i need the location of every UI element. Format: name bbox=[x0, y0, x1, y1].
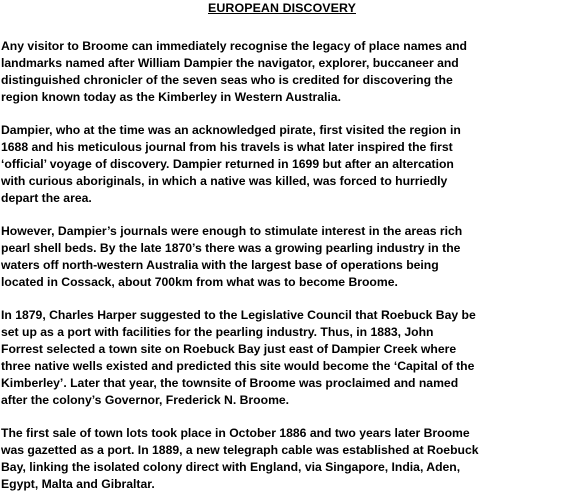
paragraph-pearling-industry: However, Dampier’s journals were enough to stimulate interest in the areas rich pearl shell beds. By the late 1870’s there was a growing pearling industry in the waters off north-western Australia with the largest base of operations being located in Cossack, about 700km from what was to become Broome. bbox=[1, 224, 463, 289]
document-title: EUROPEAN DISCOVERY bbox=[208, 1, 356, 15]
paragraph-port-founding: In 1879, Charles Harper suggested to the Legislative Council that Roebuck Bay be set up as a port with facilities for the pearling industry. Thus, in 1883, John Forrest selected a town site on Roebuck Bay just east of Dampier Creek where three native wells existed and predicted this site would become the ‘Capital of the Kimberley’. Later that year, the townsite of Broome was proclaimed and named after the colony’s Governor, Frederick N. Broome. bbox=[1, 308, 476, 407]
paragraph-telegraph-cable: The first sale of town lots took place in October 1886 and two years later Broome was gazetted as a port. In 1889, a new telegraph cable was established at Roebuck Bay, linking the isolated colony direct with England, via Singapore, India, Aden, Egypt, Malta and Gibraltar. bbox=[1, 426, 479, 491]
paragraph-first-visit: Dampier, who at the time was an acknowledged pirate, first visited the region in 1688 and his meticulous journal from his travels is what later inspired the first ‘official’ voyage of discovery. Dampier returned in 1699 but after an altercation with curious aboriginals, in which a native was killed, was forced to hurriedly depart the area. bbox=[1, 123, 461, 205]
paragraph-dampier-legacy: Any visitor to Broome can immediately recognise the legacy of place names and landmarks named after William Dampier the navigator, explorer, buccaneer and distinguished chronicler of the seven seas who is credited for discovering the region known today as the Kimberley in Western Australia. bbox=[1, 39, 467, 104]
